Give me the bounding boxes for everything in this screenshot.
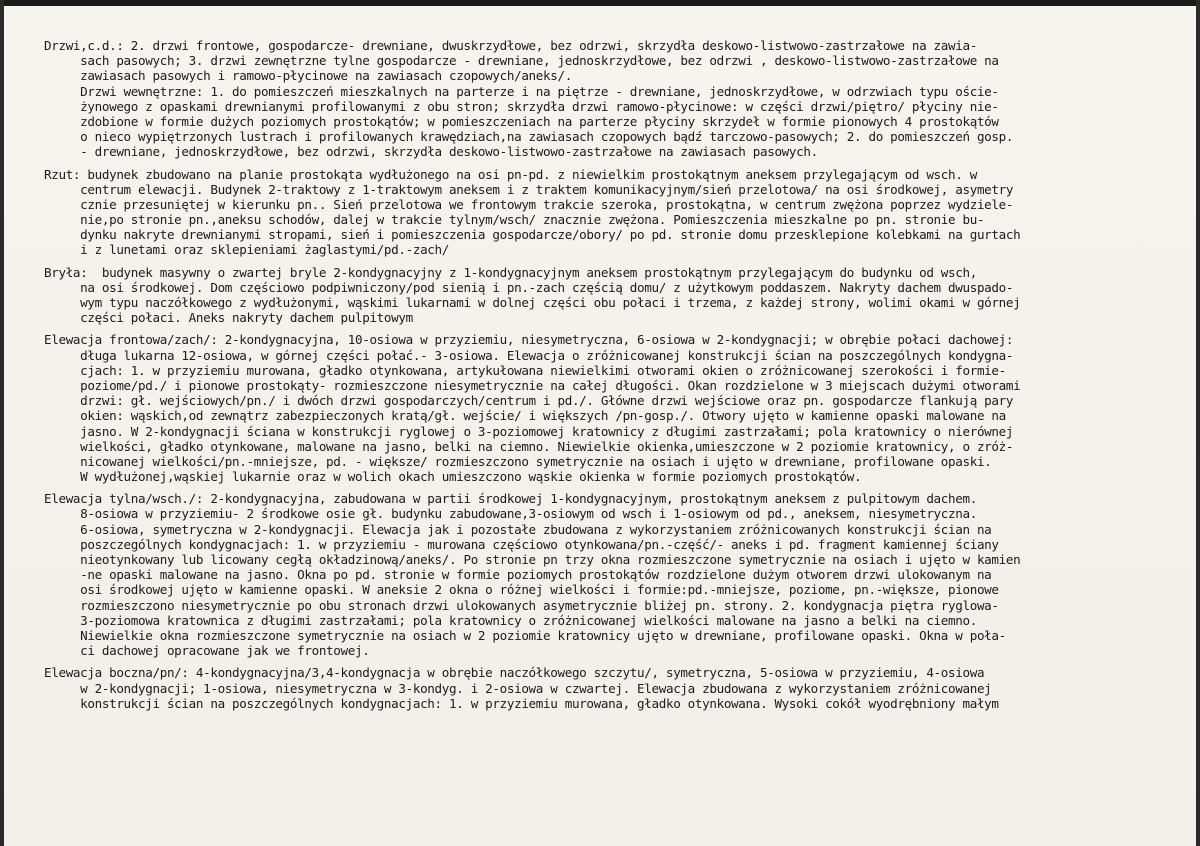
text-line: nieotynkowany lub licowany cegłą okładzinową/aneks/. Po stronie pn trzy okna rozmieszczone symetrycznie na osiach i ujęto w kamien	[44, 552, 1021, 567]
paragraph-gap	[44, 658, 1194, 665]
text-line: Drzwi,c.d.: 2. drzwi frontowe, gospodarcze- drewniane, dwuskrzydłowe, bez odrzwi, skrzydła deskowo-listwowo-zastrzałowe na zawia-	[44, 38, 977, 53]
text-line: Niewielkie okna rozmieszczone symetrycznie na osiach w 2 poziomie kratownicy ujęto w drewniane, profilowane opaski. Okna w poła-	[44, 627, 1006, 643]
text-line: -ne opaski malowane na jasno. Okna po pd. stronie w formie poziomych prostokątów rozdzielone dużym otworem drzwi ulokowanym na	[44, 567, 992, 583]
text-line: Elewacja frontowa/zach/: 2-kondygnacyjna, 10-osiowa w przyziemiu, niesymetryczna, 6-osiowa w 2-kondygnacji; w obrębie połaci dachowej:	[44, 332, 1014, 348]
text-line: okien: wąskich,od zewnątrz zabezpieczonych kratą/gł. wejście/ i większych /pn-gosp./. Otwory ujęto w kamienne opaski malowane na	[44, 408, 1006, 424]
paragraph-gap	[44, 484, 1194, 491]
text-line: o nieco wypiętrzonych lustrach i profilowanych krawędziach,na zawiasach czopowych bądź tarczowo-pasowych; 2. do pomieszczeń gosp.	[44, 129, 1014, 145]
text-line: drzwi: gł. wejściowych/pn./ i dwóch drzwi gospodarczych/centrum i pd./. Główne drzwi wejściowe oraz pn. gospodarcze flankują pary	[44, 393, 1014, 409]
text-line: - drewniane, jednoskrzydłowe, bez odrzwi, skrzydła deskowo-listwowo-zastrzałowe na zawiasach pasowych.	[44, 144, 818, 160]
text-line: Elewacja tylna/wsch./: 2-kondygnacyjna, zabudowana w partii środkowej 1-kondygnacyjnym, prostokątnym aneksem z pulpitowym dachem.	[44, 491, 977, 507]
text-line: 6-osiowa, symetryczna w 2-kondygnacji. Elewacja jak i pozostałe zbudowana z wykorzystaniem zróżnicowanych konstrukcji ścian na	[44, 521, 992, 537]
scan-border-right	[1196, 0, 1200, 846]
text-line: wym typu naczółkowego z wydłużonymi, wąskimi lukarnami w dolnej części obu połaci i trzema, z każdej strony, wolimi okami w górnej	[44, 295, 1021, 310]
text-line: poziome/pd./ i pionowe prostokąty- rozmieszczone niesymetrycznie na całej długości. Okan rozdzielone w 3 miejscach dużymi otworami	[44, 377, 1021, 393]
text-line: Drzwi wewnętrzne: 1. do pomieszczeń mieszkalnych na parterze i na piętrze - drewniane, jednoskrzydłowe, w odrzwiach typu oście-	[44, 83, 999, 99]
text-line: rozmieszczono niesymetrycznie po obu stronach drzwi ulokowanych asymetrycznie bliżej pn. strony. 2. kondygnacja piętra ryglowa-	[44, 597, 999, 613]
text-line: Elewacja boczna/pn/: 4-kondygnacyjna/3,4-kondygnacja w obrębie naczółkowego szczytu/, symetryczna, 5-osiowa w przyziemiu, 4-osiowa	[44, 665, 985, 681]
text-line: 3-poziomowa kratownica z długimi zastrzałami; pola kratownicy o zróżnicowanej wielkości malowane na jasno a belki na ciemno.	[44, 612, 977, 628]
paragraph	[44, 265, 1194, 326]
text-line: Bryła: budynek masywny o zwartej bryle 2-kondygnacyjny z 1-kondygnacyjnym aneksem prostokątnym przylegającym do budynku od wsch,	[44, 264, 977, 280]
text-line: cznie przesuniętej w kierunku pn.. Sień przelotowa we frontowym trakcie szeroka, prostokątna, w centrum zwężona poprzez wydziele-	[44, 196, 1014, 212]
text-line: poszczególnych kondygnacjach: 1. w przyziemiu - murowana częściowo otynkowana/pn.-część/- aneks i pd. fragment kamiennej ściany	[44, 536, 999, 552]
text-line: zdobione w formie dużych poziomych prostokątów; w pomieszczeniach na parterze płyciny skrzydeł w formie pionowych 4 prostokątów	[44, 113, 999, 129]
text-line: w 2-kondygnacji; 1-osiowa, niesymetryczna w 3-kondyg. i 2-osiowa w czwartej. Elewacja zbudowana z wykorzystaniem zróżnicowanej	[44, 680, 992, 696]
text-line: zawiasach pasowych i ramowo-płycinowe na zawiasach czopowych/aneks/.	[44, 68, 572, 84]
text-line: nicowanej wielkości/pn.-mniejsze, pd. - większe/ rozmieszczono symetrycznie na osiach i ujęto w drewniane, profilowane opaski.	[44, 453, 992, 469]
paragraph	[44, 38, 1194, 160]
text-line: żynowego z opaskami drewnianymi profilowanymi z obu stron; skrzydła drzwi ramowo-płycinowe: w części drzwi/piętro/ płyciny nie-	[44, 98, 999, 114]
text-line: długa lukarna 12-osiowa, w górnej części połać.- 3-osiowa. Elewacja o zróżnicowanej konstrukcji ścian na poszczególnych kondygna-	[44, 347, 1014, 363]
text-line: konstrukcji ścian na poszczególnych kondygnacjach: 1. w przyziemiu murowana, gładko otynkowana. Wysoki cokół wyodrębniony małym	[44, 695, 999, 711]
paragraph-gap	[44, 325, 1194, 332]
text-line: wielkości, gładko otynkowane, malowane na jasno, belki na ciemno. Niewielkie okienka,umieszczone w 2 poziomie kratownicy, o zróż-	[44, 438, 1014, 454]
paragraph	[44, 167, 1194, 258]
text-line: W wydłużonej,wąskiej lukarnie oraz w wolich okach umieszczono wąskie okienka w formie poziomych prostokątów.	[44, 469, 862, 485]
text-line: i z lunetami oraz sklepieniami żaglastymi/pd.-zach/	[44, 242, 449, 258]
text-line: ci dachowej opracowane jak we frontowej.	[44, 643, 370, 659]
text-line: na osi środkowej. Dom częściowo podpiwniczony/pod sienią i pn.-zach częścią domu/ z użytkowym poddaszem. Nakryty dachem dwuspado-	[44, 279, 1014, 295]
scan-border-top	[0, 0, 1200, 6]
paragraph-gap	[44, 258, 1194, 265]
text-line: centrum elewacji. Budynek 2-traktowy z 1-traktowym aneksem i z traktem komunikacyjnym/sień przelotowa/ na osi środkowej, asymetry	[44, 181, 1014, 197]
text-line: osi środkowej ujęto w kamienne opaski. W aneksie 2 okna o różnej wielkości i formie:pd.-mniejsze, poziome, pn.-większe, pionowe	[44, 582, 999, 598]
text-line: nie,po stronie pn.,aneksu schodów, dalej w trakcie tylnym/wsch/ znacznie zwężona. Pomieszczenia mieszkalne po pn. stronie bu-	[44, 212, 985, 228]
paragraph	[44, 332, 1194, 484]
text-line: Rzut: budynek zbudowano na planie prostokąta wydłużonego na osi pn-pd. z niewielkim prostokątnym aneksem przylegającym od wsch. w	[44, 166, 977, 182]
scan-border-left	[0, 0, 4, 846]
text-line: jasno. W 2-kondygnacji ściana w konstrukcji ryglowej o 3-poziomowej kratownicy z długimi zastrzałami; pola kratownicy o nierównej	[44, 423, 1014, 439]
paragraph	[44, 665, 1194, 711]
text-line: sach pasowych; 3. drzwi zewnętrzne tylne gospodarcze - drewniane, jednoskrzydłowe, bez odrzwi , deskowo-listwowo-zastrzałowe na	[44, 53, 999, 69]
paragraph-gap	[44, 160, 1194, 167]
paragraph	[44, 491, 1194, 658]
text-line: 8-osiowa w przyziemiu- 2 środkowe osie gł. budynku zabudowane,3-osiowym od wsch i 1-osiowym od pd., aneksem, niesymetryczna.	[44, 506, 977, 522]
text-line: dynku nakryte drewnianymi stropami, sień i pomieszczenia gospodarcze/obory/ po pd. stronie domu przesklepione kolebkami na gurtach	[44, 227, 1021, 243]
text-line: części połaci. Aneks nakryty dachem pulpitowym	[44, 310, 413, 326]
typewritten-text	[44, 38, 1194, 711]
text-line: cjach: 1. w przyziemiu murowana, gładko otynkowana, artykułowana niewielkimi otworami okien o zróżnicowanej szerokości i formie-	[44, 362, 1006, 378]
